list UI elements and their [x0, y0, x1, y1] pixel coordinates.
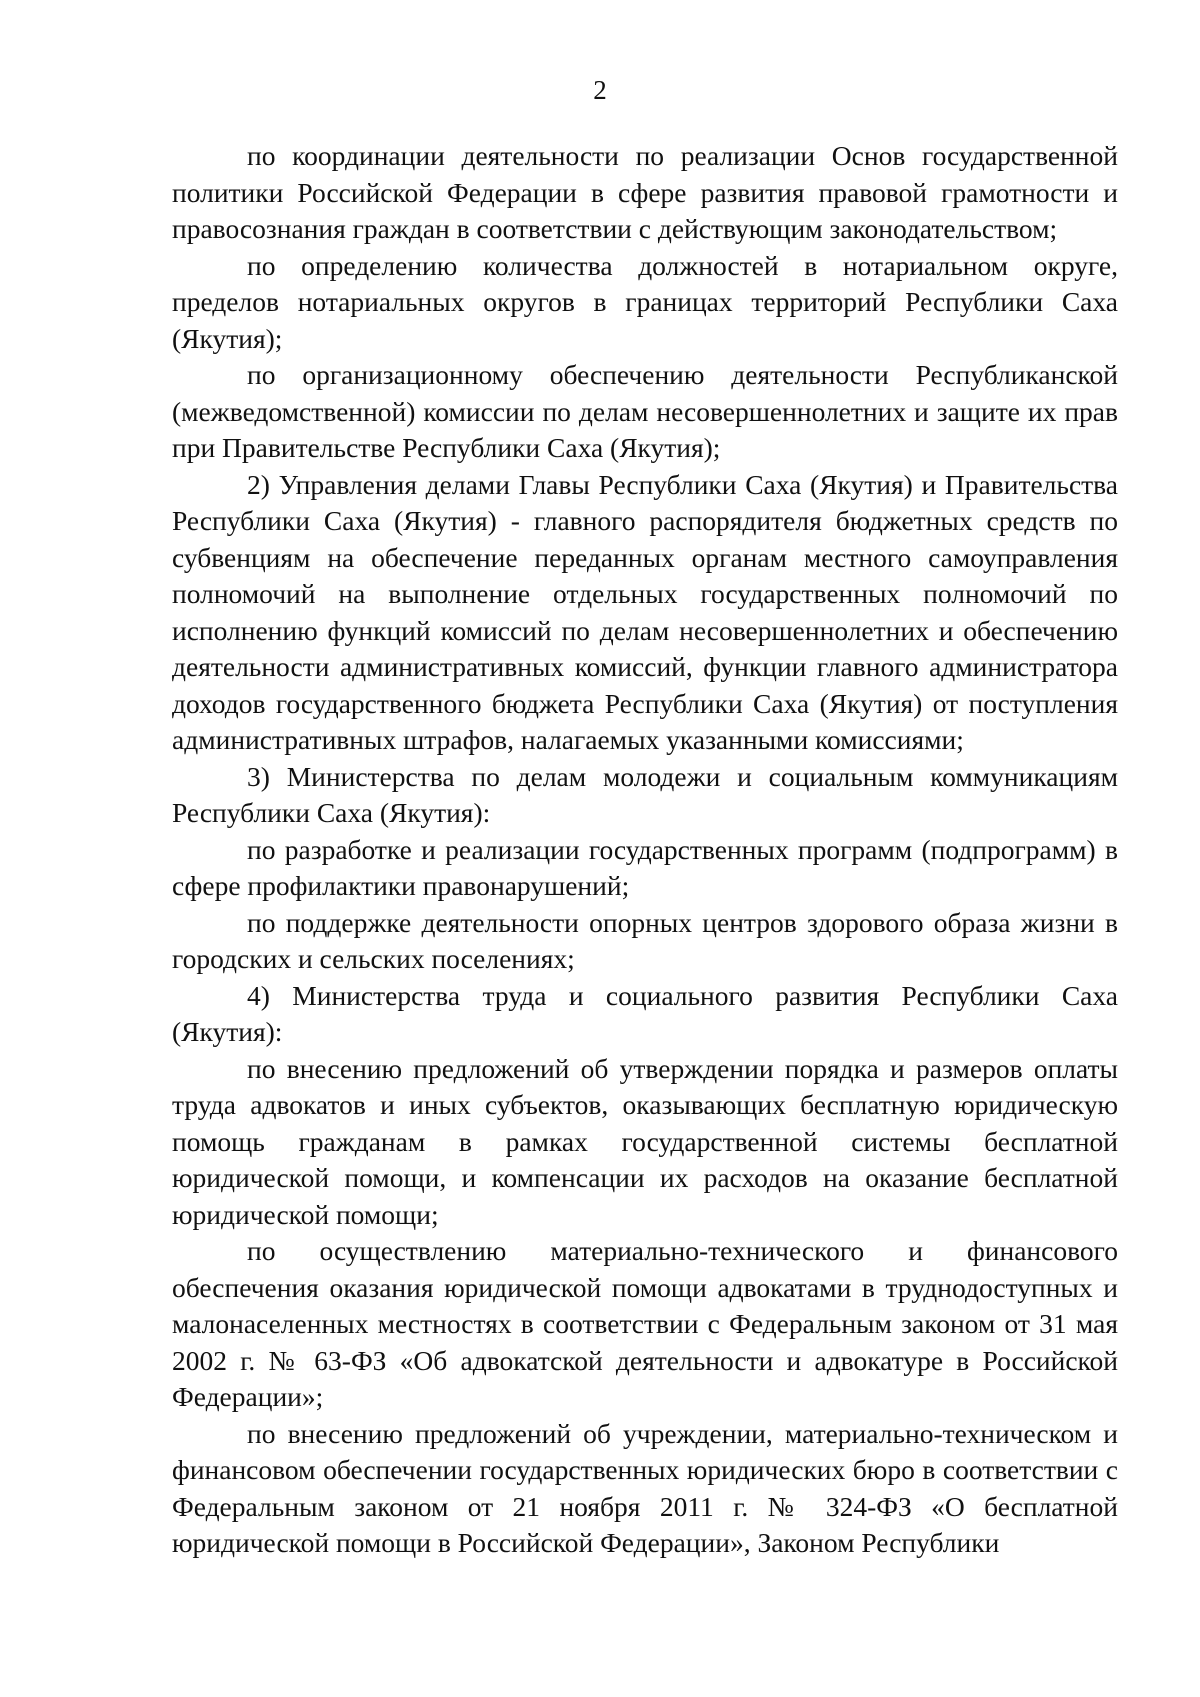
- paragraph: по поддержке деятельности опорных центров здорового образа жизни в городских и сельских поселениях;: [172, 906, 1118, 974]
- paragraph: по внесению предложений об учреждении, материально-техническом и финансовом обеспечении государственных юридических бюро в соответствии с Федеральным законом от 21 ноября 2011 г. № 324-ФЗ «О бесплатной юридической помощи в Российской Федерации», Законом Республики: [172, 1417, 1118, 1558]
- paragraph: по осуществлению материально-технического и финансового обеспечения оказания юридической помощи адвокатами в труднодоступных и малонаселенных местностях в соответствии с Федеральным законом от 31 мая 2002 г. № 63-ФЗ «Об адвокатской деятельности и адвокатуре в Российской Федерации»;: [172, 1235, 1118, 1412]
- paragraph: 4) Министерства труда и социального развития Республики Саха (Якутия):: [172, 979, 1118, 1047]
- paragraph: по организационному обеспечению деятельности Республиканской (межведомственной) комиссии по делам несовершеннолетних и защите их прав при Правительстве Республики Саха (Якутия);: [172, 359, 1118, 463]
- document-body: [172, 138, 1118, 1562]
- paragraph: 3) Министерства по делам молодежи и социальным коммуникациям Республики Саха (Якутия):: [172, 760, 1118, 828]
- paragraph: по внесению предложений об утверждении порядка и размеров оплаты труда адвокатов и иных субъектов, оказывающих бесплатную юридическую помощь гражданам в рамках государственной системы бесплатной юридической помощи, и компенсации их расходов на оказание бесплатной юридической помощи;: [172, 1052, 1118, 1230]
- paragraph: по координации деятельности по реализации Основ государственной политики Российской Федерации в сфере развития правовой грамотности и правосознания граждан в соответствии с действующим законодательством;: [172, 140, 1118, 244]
- paragraph: по разработке и реализации государственных программ (подпрограмм) в сфере профилактики правонарушений;: [172, 833, 1118, 901]
- paragraph: по определению количества должностей в нотариальном округе, пределов нотариальных округов в границах территорий Республики Саха (Якутия);: [172, 249, 1118, 354]
- paragraph: 2) Управления делами Главы Республики Саха (Якутия) и Правительства Республики Саха (Якутия) - главного распорядителя бюджетных средств по субвенциям на обеспечение переданных органам местного самоуправления полномочий на выполнение отдельных государственных полномочий по исполнению функций комиссий по делам несовершеннолетних и обеспечению деятельности административных комиссий, функции главного администратора доходов государственного бюджета Республики Саха (Якутия) от поступления административных штрафов, налагаемых указанными комиссиями;: [172, 468, 1118, 755]
- page-number: 2: [593, 75, 607, 105]
